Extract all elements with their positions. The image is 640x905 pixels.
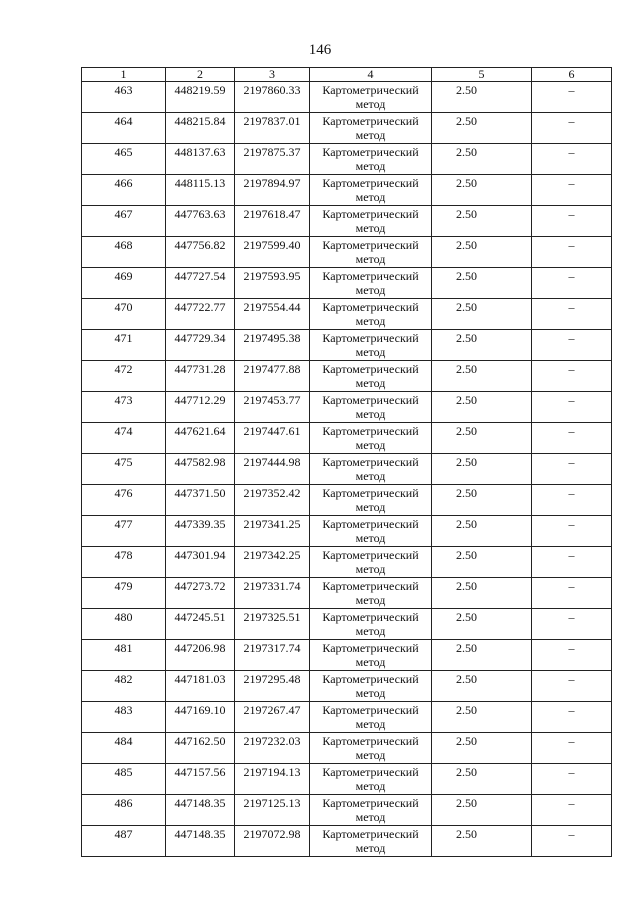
- accuracy-cell: 2.50: [432, 485, 532, 516]
- point-number-cell: 478: [82, 547, 166, 578]
- header-row: [82, 68, 612, 82]
- accuracy-cell: 2.50: [432, 330, 532, 361]
- method-cell: Картометрический метод: [310, 485, 432, 516]
- x-coordinate-cell: 447157.56: [166, 764, 235, 795]
- x-coordinate-cell: 447148.35: [166, 795, 235, 826]
- table-row: [82, 237, 612, 268]
- y-coordinate-cell: 2197495.38: [235, 330, 310, 361]
- table-row: [82, 144, 612, 175]
- note-cell: –: [532, 299, 612, 330]
- method-cell: Картометрический метод: [310, 268, 432, 299]
- point-number-cell: 463: [82, 82, 166, 113]
- x-coordinate-cell: 447727.54: [166, 268, 235, 299]
- table-row: [82, 330, 612, 361]
- x-coordinate-cell: 448219.59: [166, 82, 235, 113]
- y-coordinate-cell: 2197453.77: [235, 392, 310, 423]
- y-coordinate-cell: 2197072.98: [235, 826, 310, 857]
- point-number-cell: 466: [82, 175, 166, 206]
- point-number-cell: 467: [82, 206, 166, 237]
- column-header-1: 1: [82, 68, 166, 82]
- y-coordinate-cell: 2197325.51: [235, 609, 310, 640]
- accuracy-cell: 2.50: [432, 578, 532, 609]
- point-number-cell: 468: [82, 237, 166, 268]
- table-row: [82, 175, 612, 206]
- y-coordinate-cell: 2197444.98: [235, 454, 310, 485]
- x-coordinate-cell: 447148.35: [166, 826, 235, 857]
- point-number-cell: 480: [82, 609, 166, 640]
- table-row: [82, 268, 612, 299]
- note-cell: –: [532, 361, 612, 392]
- table-row: [82, 361, 612, 392]
- method-cell: Картометрический метод: [310, 206, 432, 237]
- x-coordinate-cell: 447339.35: [166, 516, 235, 547]
- method-cell: Картометрический метод: [310, 702, 432, 733]
- x-coordinate-cell: 447582.98: [166, 454, 235, 485]
- note-cell: –: [532, 733, 612, 764]
- y-coordinate-cell: 2197125.13: [235, 795, 310, 826]
- y-coordinate-cell: 2197232.03: [235, 733, 310, 764]
- y-coordinate-cell: 2197447.61: [235, 423, 310, 454]
- accuracy-cell: 2.50: [432, 423, 532, 454]
- accuracy-cell: 2.50: [432, 702, 532, 733]
- x-coordinate-cell: 447763.63: [166, 206, 235, 237]
- point-number-cell: 483: [82, 702, 166, 733]
- method-cell: Картометрический метод: [310, 423, 432, 454]
- x-coordinate-cell: 447162.50: [166, 733, 235, 764]
- accuracy-cell: 2.50: [432, 82, 532, 113]
- method-cell: Картометрический метод: [310, 454, 432, 485]
- method-cell: Картометрический метод: [310, 733, 432, 764]
- method-cell: Картометрический метод: [310, 299, 432, 330]
- y-coordinate-cell: 2197295.48: [235, 671, 310, 702]
- note-cell: –: [532, 175, 612, 206]
- y-coordinate-cell: 2197477.88: [235, 361, 310, 392]
- x-coordinate-cell: 447181.03: [166, 671, 235, 702]
- note-cell: –: [532, 113, 612, 144]
- point-number-cell: 486: [82, 795, 166, 826]
- method-cell: Картометрический метод: [310, 175, 432, 206]
- accuracy-cell: 2.50: [432, 392, 532, 423]
- note-cell: –: [532, 609, 612, 640]
- method-cell: Картометрический метод: [310, 795, 432, 826]
- x-coordinate-cell: 447206.98: [166, 640, 235, 671]
- x-coordinate-cell: 447245.51: [166, 609, 235, 640]
- note-cell: –: [532, 82, 612, 113]
- y-coordinate-cell: 2197618.47: [235, 206, 310, 237]
- accuracy-cell: 2.50: [432, 268, 532, 299]
- note-cell: –: [532, 795, 612, 826]
- y-coordinate-cell: 2197837.01: [235, 113, 310, 144]
- note-cell: –: [532, 547, 612, 578]
- x-coordinate-cell: 447731.28: [166, 361, 235, 392]
- method-cell: Картометрический метод: [310, 764, 432, 795]
- table-body: [82, 82, 612, 857]
- table-row: [82, 82, 612, 113]
- point-number-cell: 481: [82, 640, 166, 671]
- accuracy-cell: 2.50: [432, 516, 532, 547]
- y-coordinate-cell: 2197194.13: [235, 764, 310, 795]
- table-header: [82, 68, 612, 82]
- point-number-cell: 487: [82, 826, 166, 857]
- x-coordinate-cell: 447722.77: [166, 299, 235, 330]
- accuracy-cell: 2.50: [432, 547, 532, 578]
- y-coordinate-cell: 2197894.97: [235, 175, 310, 206]
- accuracy-cell: 2.50: [432, 206, 532, 237]
- method-cell: Картометрический метод: [310, 82, 432, 113]
- y-coordinate-cell: 2197593.95: [235, 268, 310, 299]
- accuracy-cell: 2.50: [432, 175, 532, 206]
- point-number-cell: 476: [82, 485, 166, 516]
- point-number-cell: 485: [82, 764, 166, 795]
- note-cell: –: [532, 423, 612, 454]
- note-cell: –: [532, 764, 612, 795]
- accuracy-cell: 2.50: [432, 361, 532, 392]
- x-coordinate-cell: 447729.34: [166, 330, 235, 361]
- table-row: [82, 733, 612, 764]
- table-row: [82, 392, 612, 423]
- point-number-cell: 484: [82, 733, 166, 764]
- table-row: [82, 206, 612, 237]
- method-cell: Картометрический метод: [310, 330, 432, 361]
- note-cell: –: [532, 516, 612, 547]
- method-cell: Картометрический метод: [310, 640, 432, 671]
- point-number-cell: 471: [82, 330, 166, 361]
- table-row: [82, 299, 612, 330]
- note-cell: –: [532, 485, 612, 516]
- note-cell: –: [532, 702, 612, 733]
- x-coordinate-cell: 447371.50: [166, 485, 235, 516]
- note-cell: –: [532, 330, 612, 361]
- note-cell: –: [532, 268, 612, 299]
- table-row: [82, 764, 612, 795]
- note-cell: –: [532, 671, 612, 702]
- x-coordinate-cell: 448115.13: [166, 175, 235, 206]
- column-header-2: 2: [166, 68, 235, 82]
- table-row: [82, 578, 612, 609]
- y-coordinate-cell: 2197875.37: [235, 144, 310, 175]
- coordinates-table: [81, 67, 612, 857]
- table-row: [82, 826, 612, 857]
- column-header-5: 5: [432, 68, 532, 82]
- page-number: 146: [308, 42, 332, 58]
- accuracy-cell: 2.50: [432, 826, 532, 857]
- accuracy-cell: 2.50: [432, 237, 532, 268]
- y-coordinate-cell: 2197599.40: [235, 237, 310, 268]
- method-cell: Картометрический метод: [310, 361, 432, 392]
- column-header-3: 3: [235, 68, 310, 82]
- note-cell: –: [532, 826, 612, 857]
- accuracy-cell: 2.50: [432, 113, 532, 144]
- point-number-cell: 470: [82, 299, 166, 330]
- column-header-6: 6: [532, 68, 612, 82]
- y-coordinate-cell: 2197317.74: [235, 640, 310, 671]
- x-coordinate-cell: 447621.64: [166, 423, 235, 454]
- accuracy-cell: 2.50: [432, 640, 532, 671]
- column-header-4: 4: [310, 68, 432, 82]
- x-coordinate-cell: 447712.29: [166, 392, 235, 423]
- accuracy-cell: 2.50: [432, 454, 532, 485]
- accuracy-cell: 2.50: [432, 299, 532, 330]
- y-coordinate-cell: 2197342.25: [235, 547, 310, 578]
- method-cell: Картометрический метод: [310, 609, 432, 640]
- note-cell: –: [532, 578, 612, 609]
- y-coordinate-cell: 2197860.33: [235, 82, 310, 113]
- table-row: [82, 702, 612, 733]
- note-cell: –: [532, 640, 612, 671]
- table-row: [82, 423, 612, 454]
- point-number-cell: 472: [82, 361, 166, 392]
- method-cell: Картометрический метод: [310, 671, 432, 702]
- note-cell: –: [532, 392, 612, 423]
- table-row: [82, 671, 612, 702]
- accuracy-cell: 2.50: [432, 764, 532, 795]
- table-row: [82, 516, 612, 547]
- accuracy-cell: 2.50: [432, 733, 532, 764]
- accuracy-cell: 2.50: [432, 609, 532, 640]
- accuracy-cell: 2.50: [432, 671, 532, 702]
- table-row: [82, 454, 612, 485]
- x-coordinate-cell: 448137.63: [166, 144, 235, 175]
- method-cell: Картометрический метод: [310, 237, 432, 268]
- method-cell: Картометрический метод: [310, 144, 432, 175]
- y-coordinate-cell: 2197352.42: [235, 485, 310, 516]
- x-coordinate-cell: 448215.84: [166, 113, 235, 144]
- x-coordinate-cell: 447756.82: [166, 237, 235, 268]
- method-cell: Картометрический метод: [310, 516, 432, 547]
- y-coordinate-cell: 2197331.74: [235, 578, 310, 609]
- note-cell: –: [532, 206, 612, 237]
- method-cell: Картометрический метод: [310, 392, 432, 423]
- point-number-cell: 477: [82, 516, 166, 547]
- method-cell: Картометрический метод: [310, 826, 432, 857]
- table-row: [82, 609, 612, 640]
- note-cell: –: [532, 144, 612, 175]
- point-number-cell: 465: [82, 144, 166, 175]
- table-row: [82, 113, 612, 144]
- x-coordinate-cell: 447273.72: [166, 578, 235, 609]
- table-row: [82, 795, 612, 826]
- y-coordinate-cell: 2197554.44: [235, 299, 310, 330]
- point-number-cell: 473: [82, 392, 166, 423]
- point-number-cell: 479: [82, 578, 166, 609]
- point-number-cell: 474: [82, 423, 166, 454]
- point-number-cell: 469: [82, 268, 166, 299]
- x-coordinate-cell: 447169.10: [166, 702, 235, 733]
- point-number-cell: 464: [82, 113, 166, 144]
- point-number-cell: 475: [82, 454, 166, 485]
- method-cell: Картометрический метод: [310, 578, 432, 609]
- note-cell: –: [532, 454, 612, 485]
- method-cell: Картометрический метод: [310, 547, 432, 578]
- table-row: [82, 640, 612, 671]
- table-row: [82, 547, 612, 578]
- method-cell: Картометрический метод: [310, 113, 432, 144]
- y-coordinate-cell: 2197341.25: [235, 516, 310, 547]
- table-row: [82, 485, 612, 516]
- accuracy-cell: 2.50: [432, 795, 532, 826]
- accuracy-cell: 2.50: [432, 144, 532, 175]
- y-coordinate-cell: 2197267.47: [235, 702, 310, 733]
- note-cell: –: [532, 237, 612, 268]
- point-number-cell: 482: [82, 671, 166, 702]
- x-coordinate-cell: 447301.94: [166, 547, 235, 578]
